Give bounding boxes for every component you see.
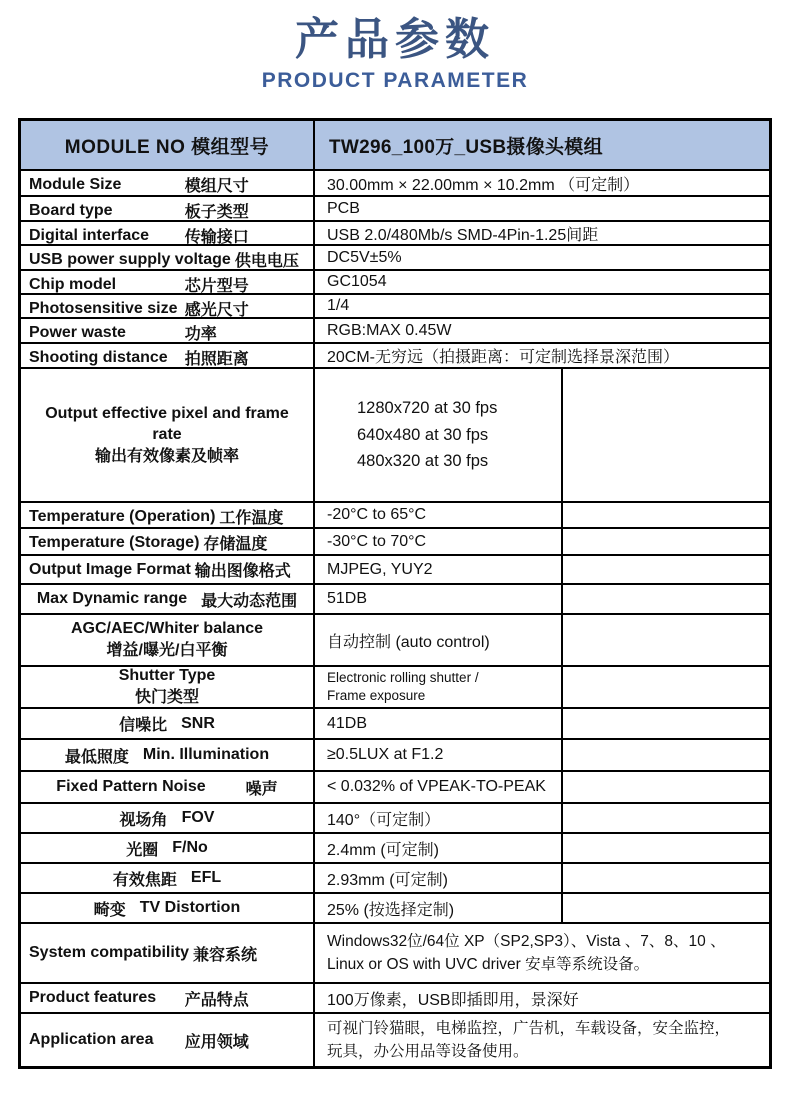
- table-row: [21, 222, 769, 246]
- param-label: [21, 864, 313, 892]
- param-label-zh: 光圈: [126, 841, 159, 859]
- param-label: [21, 222, 313, 244]
- param-label: [21, 556, 313, 583]
- table-row: [21, 246, 769, 271]
- param-label-en: Max Dynamic range: [36, 590, 188, 607]
- param-value: 51DB: [313, 585, 561, 613]
- param-label-zh: 传输接口: [184, 229, 249, 244]
- table-row: [21, 503, 769, 529]
- param-label-zh: 供电电压: [234, 253, 299, 269]
- empty-cell: [561, 834, 769, 862]
- param-value: -30°C to 70°C: [313, 529, 561, 554]
- param-value: 1280x720 at 30 fps 640x480 at 30 fps 480x320 at 30 fps: [313, 369, 561, 501]
- param-label-zh: 最低照度: [64, 748, 129, 766]
- header-value: TW296_100万_USB摄像头模组: [313, 121, 769, 169]
- param-label-en: System compatibility: [29, 944, 190, 961]
- param-value: 2.93mm (可定制): [313, 864, 561, 892]
- param-label-en: Min. Illumination: [142, 746, 270, 763]
- page-header: [0, 0, 790, 93]
- param-label-zh: 有效焦距: [112, 871, 177, 889]
- table-row: [21, 864, 769, 894]
- empty-cell: [561, 772, 769, 802]
- param-label-en: SNR: [181, 714, 215, 732]
- table-row: [21, 709, 769, 740]
- param-value: 100万像素，USB即插即用，景深好: [313, 984, 769, 1012]
- param-value: < 0.032% of VPEAK-TO-PEAK: [313, 772, 561, 802]
- param-label: [21, 804, 313, 832]
- table-row: [21, 834, 769, 864]
- param-label-en: Shooting distance: [29, 348, 168, 366]
- param-value: GC1054: [313, 271, 769, 293]
- param-value: Windows32位/64位 XP（SP2,SP3）、Vista 、7、8、10 、 Linux or OS with UVC driver 安卓等系统设备。: [313, 924, 769, 982]
- table-row: [21, 667, 769, 709]
- param-label-en: FOV: [181, 809, 215, 826]
- header-label: MODULE NO 模组型号: [64, 136, 270, 158]
- param-label: [21, 369, 313, 501]
- param-label-en: Output effective pixel and frame rate: [45, 404, 289, 444]
- param-label: [21, 740, 313, 770]
- table-row: [21, 924, 769, 984]
- param-label-zh: 快门类型: [134, 689, 199, 706]
- product-parameter-table: [18, 118, 772, 1069]
- param-label-zh: 兼容系统: [193, 946, 258, 964]
- empty-cell: [561, 894, 769, 922]
- param-label: [21, 295, 313, 317]
- param-label-en: Fixed Pattern Noise: [56, 778, 206, 795]
- empty-cell: [561, 585, 769, 613]
- param-value: 140°（可定制）: [313, 804, 561, 832]
- param-label: [21, 924, 313, 982]
- table-row: [21, 529, 769, 556]
- param-label-en: Shutter Type: [118, 667, 216, 685]
- param-label-zh: 拍照距离: [184, 351, 249, 367]
- table-row: [21, 772, 769, 804]
- empty-cell: [561, 709, 769, 738]
- table-row: [21, 740, 769, 772]
- table-row: [21, 171, 769, 197]
- param-label-zh: 功率: [184, 326, 217, 342]
- param-label-en: Temperature (Operation): [29, 507, 216, 525]
- page-title: 产品参数: [295, 15, 495, 64]
- param-label-zh: 应用领域: [184, 1033, 249, 1051]
- empty-cell: [561, 503, 769, 527]
- param-label-en: Power waste: [29, 323, 126, 341]
- param-value: 1/4: [313, 295, 769, 317]
- param-label-zh: 增益/曝光/白平衡: [106, 642, 228, 659]
- param-label: [21, 894, 313, 922]
- param-label-zh: 噪声: [245, 780, 278, 798]
- table-row: [21, 319, 769, 344]
- param-label-en: Product features: [29, 989, 157, 1006]
- empty-cell: [561, 667, 769, 707]
- param-label: [21, 772, 313, 802]
- param-label: [21, 1014, 313, 1066]
- param-label-en: Application area: [29, 1031, 154, 1048]
- param-label-zh: 板子类型: [184, 204, 249, 220]
- param-label-zh: 存储温度: [203, 536, 268, 553]
- param-value: 可视门铃猫眼，电梯监控，广告机，车载设备，安全监控， 玩具，办公用品等设备使用。: [313, 1014, 769, 1066]
- param-label-en: TV Distortion: [139, 899, 241, 916]
- param-value: MJPEG, YUY2: [313, 556, 561, 583]
- table-row: [21, 295, 769, 319]
- param-label: [21, 984, 313, 1012]
- param-label: [21, 171, 313, 195]
- table-row: [21, 369, 769, 503]
- param-label-zh: 芯片型号: [184, 278, 249, 293]
- param-label: [21, 197, 313, 220]
- param-label-zh: 产品特点: [184, 991, 249, 1009]
- empty-cell: [561, 556, 769, 583]
- param-value: 2.4mm (可定制): [313, 834, 561, 862]
- param-label: [21, 529, 313, 554]
- param-label: [21, 246, 313, 269]
- param-label-zh: 输出有效像素及帧率: [94, 447, 239, 465]
- empty-cell: [561, 740, 769, 770]
- empty-cell: [561, 615, 769, 665]
- param-label: [21, 667, 313, 707]
- param-value: -20°C to 65°C: [313, 503, 561, 527]
- table-row: [21, 894, 769, 924]
- param-label-en: Output Image Format: [29, 560, 191, 578]
- param-value: 20CM-无穷远（拍摄距离：可定制选择景深范围）: [313, 344, 769, 367]
- empty-cell: [561, 804, 769, 832]
- table-row: [21, 271, 769, 295]
- empty-cell: [561, 864, 769, 892]
- empty-cell: [561, 369, 769, 501]
- param-label: [21, 615, 313, 665]
- table-row: [21, 1014, 769, 1066]
- param-label-zh: 模组尺寸: [184, 178, 249, 195]
- param-label-zh: 感光尺寸: [184, 302, 249, 317]
- param-label: [21, 319, 313, 342]
- param-value: 25% (按选择定制): [313, 894, 561, 922]
- param-label-en: Chip model: [29, 275, 117, 293]
- param-value: PCB: [313, 197, 769, 220]
- param-value: ≥0.5LUX at F1.2: [313, 740, 561, 770]
- param-value: Electronic rolling shutter / Frame exposure: [313, 667, 561, 707]
- param-label-en: Module Size: [29, 175, 122, 193]
- param-label-zh: 视场角: [119, 811, 168, 829]
- param-value: 30.00mm × 22.00mm × 10.2mm （可定制）: [313, 171, 769, 195]
- table-row: [21, 804, 769, 834]
- param-label: [21, 709, 313, 738]
- param-label-en: Temperature (Storage): [29, 533, 200, 551]
- param-value: DC5V±5%: [313, 246, 769, 269]
- table-row: [21, 556, 769, 585]
- param-label-en: USB power supply voltage: [29, 250, 231, 268]
- table-row: [21, 344, 769, 369]
- param-label-zh: 信噪比: [119, 717, 168, 734]
- table-row: [21, 984, 769, 1014]
- param-value: USB 2.0/480Mb/s SMD-4Pin-1.25间距: [313, 222, 769, 244]
- param-label: [21, 503, 313, 527]
- param-label: [21, 344, 313, 367]
- param-label: [21, 834, 313, 862]
- param-value: RGB:MAX 0.45W: [313, 319, 769, 342]
- param-label-en: Photosensitive size: [29, 299, 178, 317]
- empty-cell: [561, 529, 769, 554]
- param-value: 自动控制 (auto control): [313, 615, 561, 665]
- table-row: [21, 615, 769, 667]
- param-label-en: F/No: [172, 839, 208, 856]
- param-label-en: Board type: [29, 201, 113, 219]
- param-label-en: AGC/AEC/Whiter balance: [70, 620, 264, 638]
- param-value: 41DB: [313, 709, 561, 738]
- param-label-zh: 输出图像格式: [194, 563, 291, 580]
- param-label-zh: 最大动态范围: [201, 592, 298, 610]
- param-label-zh: 畸变: [93, 901, 126, 919]
- param-label-zh: 工作温度: [219, 510, 284, 527]
- table-row: [21, 585, 769, 615]
- param-label-en: Digital interface: [29, 226, 150, 244]
- param-label: [21, 271, 313, 293]
- param-label-en: EFL: [190, 869, 222, 886]
- table-row: [21, 197, 769, 222]
- table-header-row: [21, 121, 769, 171]
- page-subtitle: PRODUCT PARAMETER: [261, 68, 529, 92]
- param-label: [21, 585, 313, 613]
